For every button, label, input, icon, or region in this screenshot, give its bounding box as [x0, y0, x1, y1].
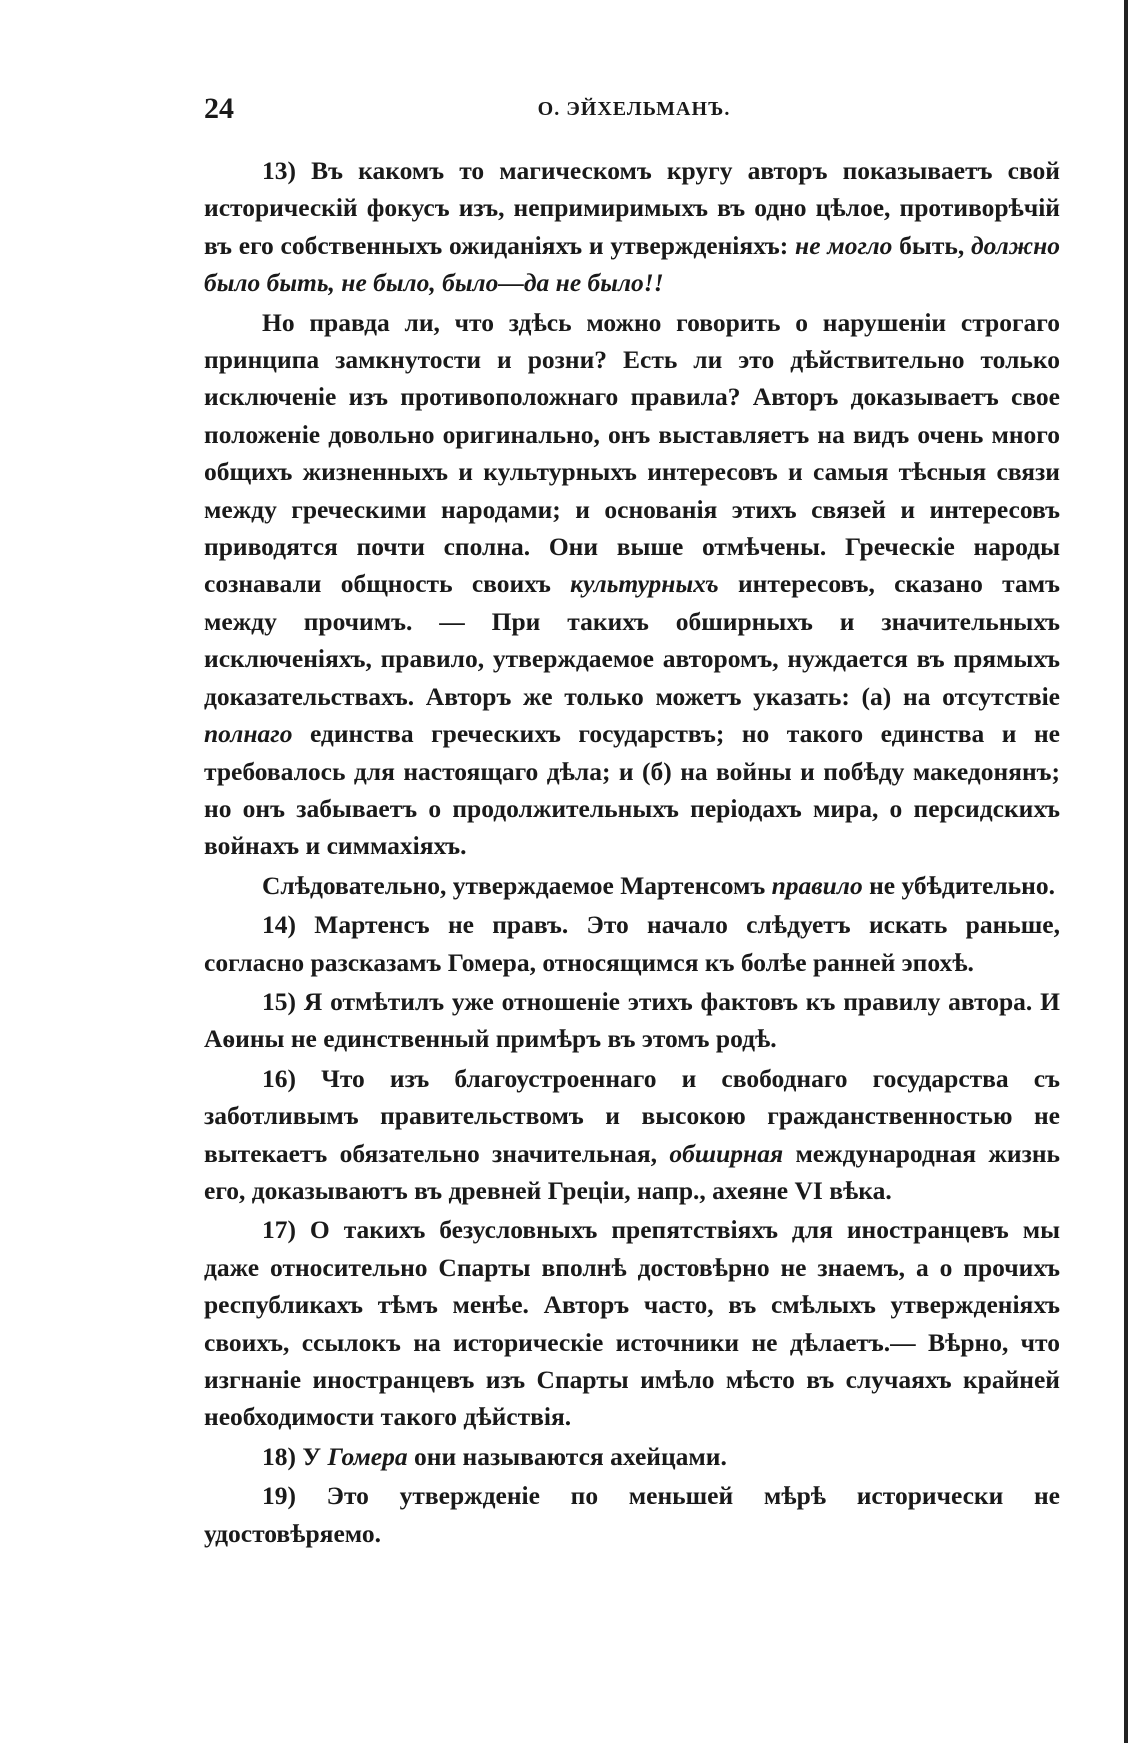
- text-segment: они называются ахейцами.: [407, 1441, 727, 1471]
- paragraph-note-13: [204, 152, 1060, 302]
- text-segment: 16) Что изъ благоустроеннаго и свободнаго государства съ заботливымъ правительствомъ и высокою гражданственностью не вытекаетъ обязательно значительная,: [204, 1063, 1060, 1168]
- paragraph-note-19: 19) Это утвержденіе по меньшей мѣрѣ исторически не удостовѣряемо.: [204, 1481, 1060, 1548]
- italic-segment: обширная: [669, 1138, 784, 1168]
- paragraph-note-16: [204, 1060, 1060, 1210]
- page-header: [204, 92, 1064, 132]
- paragraph-note-14: 14) Мартенсъ не правъ. Это начало слѣдуетъ искать раньше, согласно разсказамъ Гомера, относящимся къ болѣе ранней эпохѣ.: [204, 910, 1060, 977]
- text-segment: интересовъ, сказано тамъ между прочимъ. — При такихъ обширныхъ и значительныхъ исключеніяхъ, правило, утверждаемое авторомъ, нуждается въ прямыхъ доказательствахъ. Авторъ же только можетъ указать: (а) на отсутствіе: [204, 569, 1060, 711]
- paragraph-conclusion: [204, 867, 1060, 904]
- page-number: 24: [204, 92, 234, 125]
- paragraph-note-18: [204, 1438, 1060, 1475]
- paragraph-note-15: 15) Я отмѣтилъ уже отношеніе этихъ фактовъ къ правилу автора. И Аѳины не единственный примѣръ въ этомъ родѣ.: [204, 986, 1060, 1054]
- page-edge-line: [1124, 0, 1128, 1743]
- italic-segment: правило: [771, 870, 863, 900]
- text-segment: не убѣдительно.: [862, 870, 1055, 900]
- paragraph-note-17: 17) О такихъ безусловныхъ препятствіяхъ для иностранцевъ мы даже относительно Спарты вполнѣ достовѣрно не знаемъ, а о прочихъ республикахъ тѣмъ менѣе. Авторъ часто, въ смѣлыхъ утвержденіяхъ своихъ, ссылокъ на историческіе источники не дѣлаетъ.— Вѣрно, что изгнаніе иностранцевъ изъ Спарты имѣло мѣсто въ случаяхъ крайней необходимости такого дѣйствія.: [204, 1215, 1060, 1432]
- italic-segment: должно было быть, не было, было—да не было!!: [204, 230, 1061, 298]
- text-segment: 13) Въ какомъ то магическомъ кругу авторъ показываетъ свой историческій фокусъ изъ, непримиримыхъ въ одно цѣлое, противорѣчій въ его собственныхъ ожиданіяхъ и утвержденіяхъ:: [204, 156, 1060, 260]
- text-segment: Но правда ли, что здѣсь можно говорить о нарушеніи строгаго принципа замкнутости и розни? Есть ли это дѣйствительно только исключеніе изъ противоположнаго правила? Авторъ доказываетъ свое положеніе довольно оригинально, онъ выставляетъ на видъ очень много общихъ жизненныхъ и культурныхъ интересовъ и самыя тѣсныя связи между греческими народами; и основанія этихъ связей и интересовъ приводятся почти сполна. Они выше отмѣчены. Греческіе народы сознавали общность своихъ: [204, 307, 1060, 599]
- italic-segment: полнаго: [204, 719, 293, 749]
- italic-segment: культурныхъ: [570, 569, 719, 599]
- running-head: О. ЭЙХЕЛЬМАНЪ.: [537, 98, 731, 120]
- text-segment: международная жизнь его, доказываютъ въ древней Греціи, напр., ахеяне VI вѣка.: [204, 1138, 1060, 1205]
- text-segment: единства греческихъ государствъ; но такого единства и не требовалось для настоящаго дѣла; и (б) на войны и побѣду македонянъ; но онъ забываетъ о продолжительныхъ періодахъ мира, о персидскихъ войнахъ и симмахіяхъ.: [204, 719, 1060, 861]
- italic-segment: не могло: [795, 230, 893, 260]
- text-segment: быть,: [892, 230, 971, 260]
- text-segment: 18) У: [262, 1441, 328, 1471]
- text-segment: Слѣдовательно, утверждаемое Мартенсомъ: [262, 870, 772, 900]
- italic-segment: Гомера: [327, 1441, 408, 1471]
- paragraph-pravda: [204, 304, 1060, 865]
- page-body: [204, 152, 1060, 1552]
